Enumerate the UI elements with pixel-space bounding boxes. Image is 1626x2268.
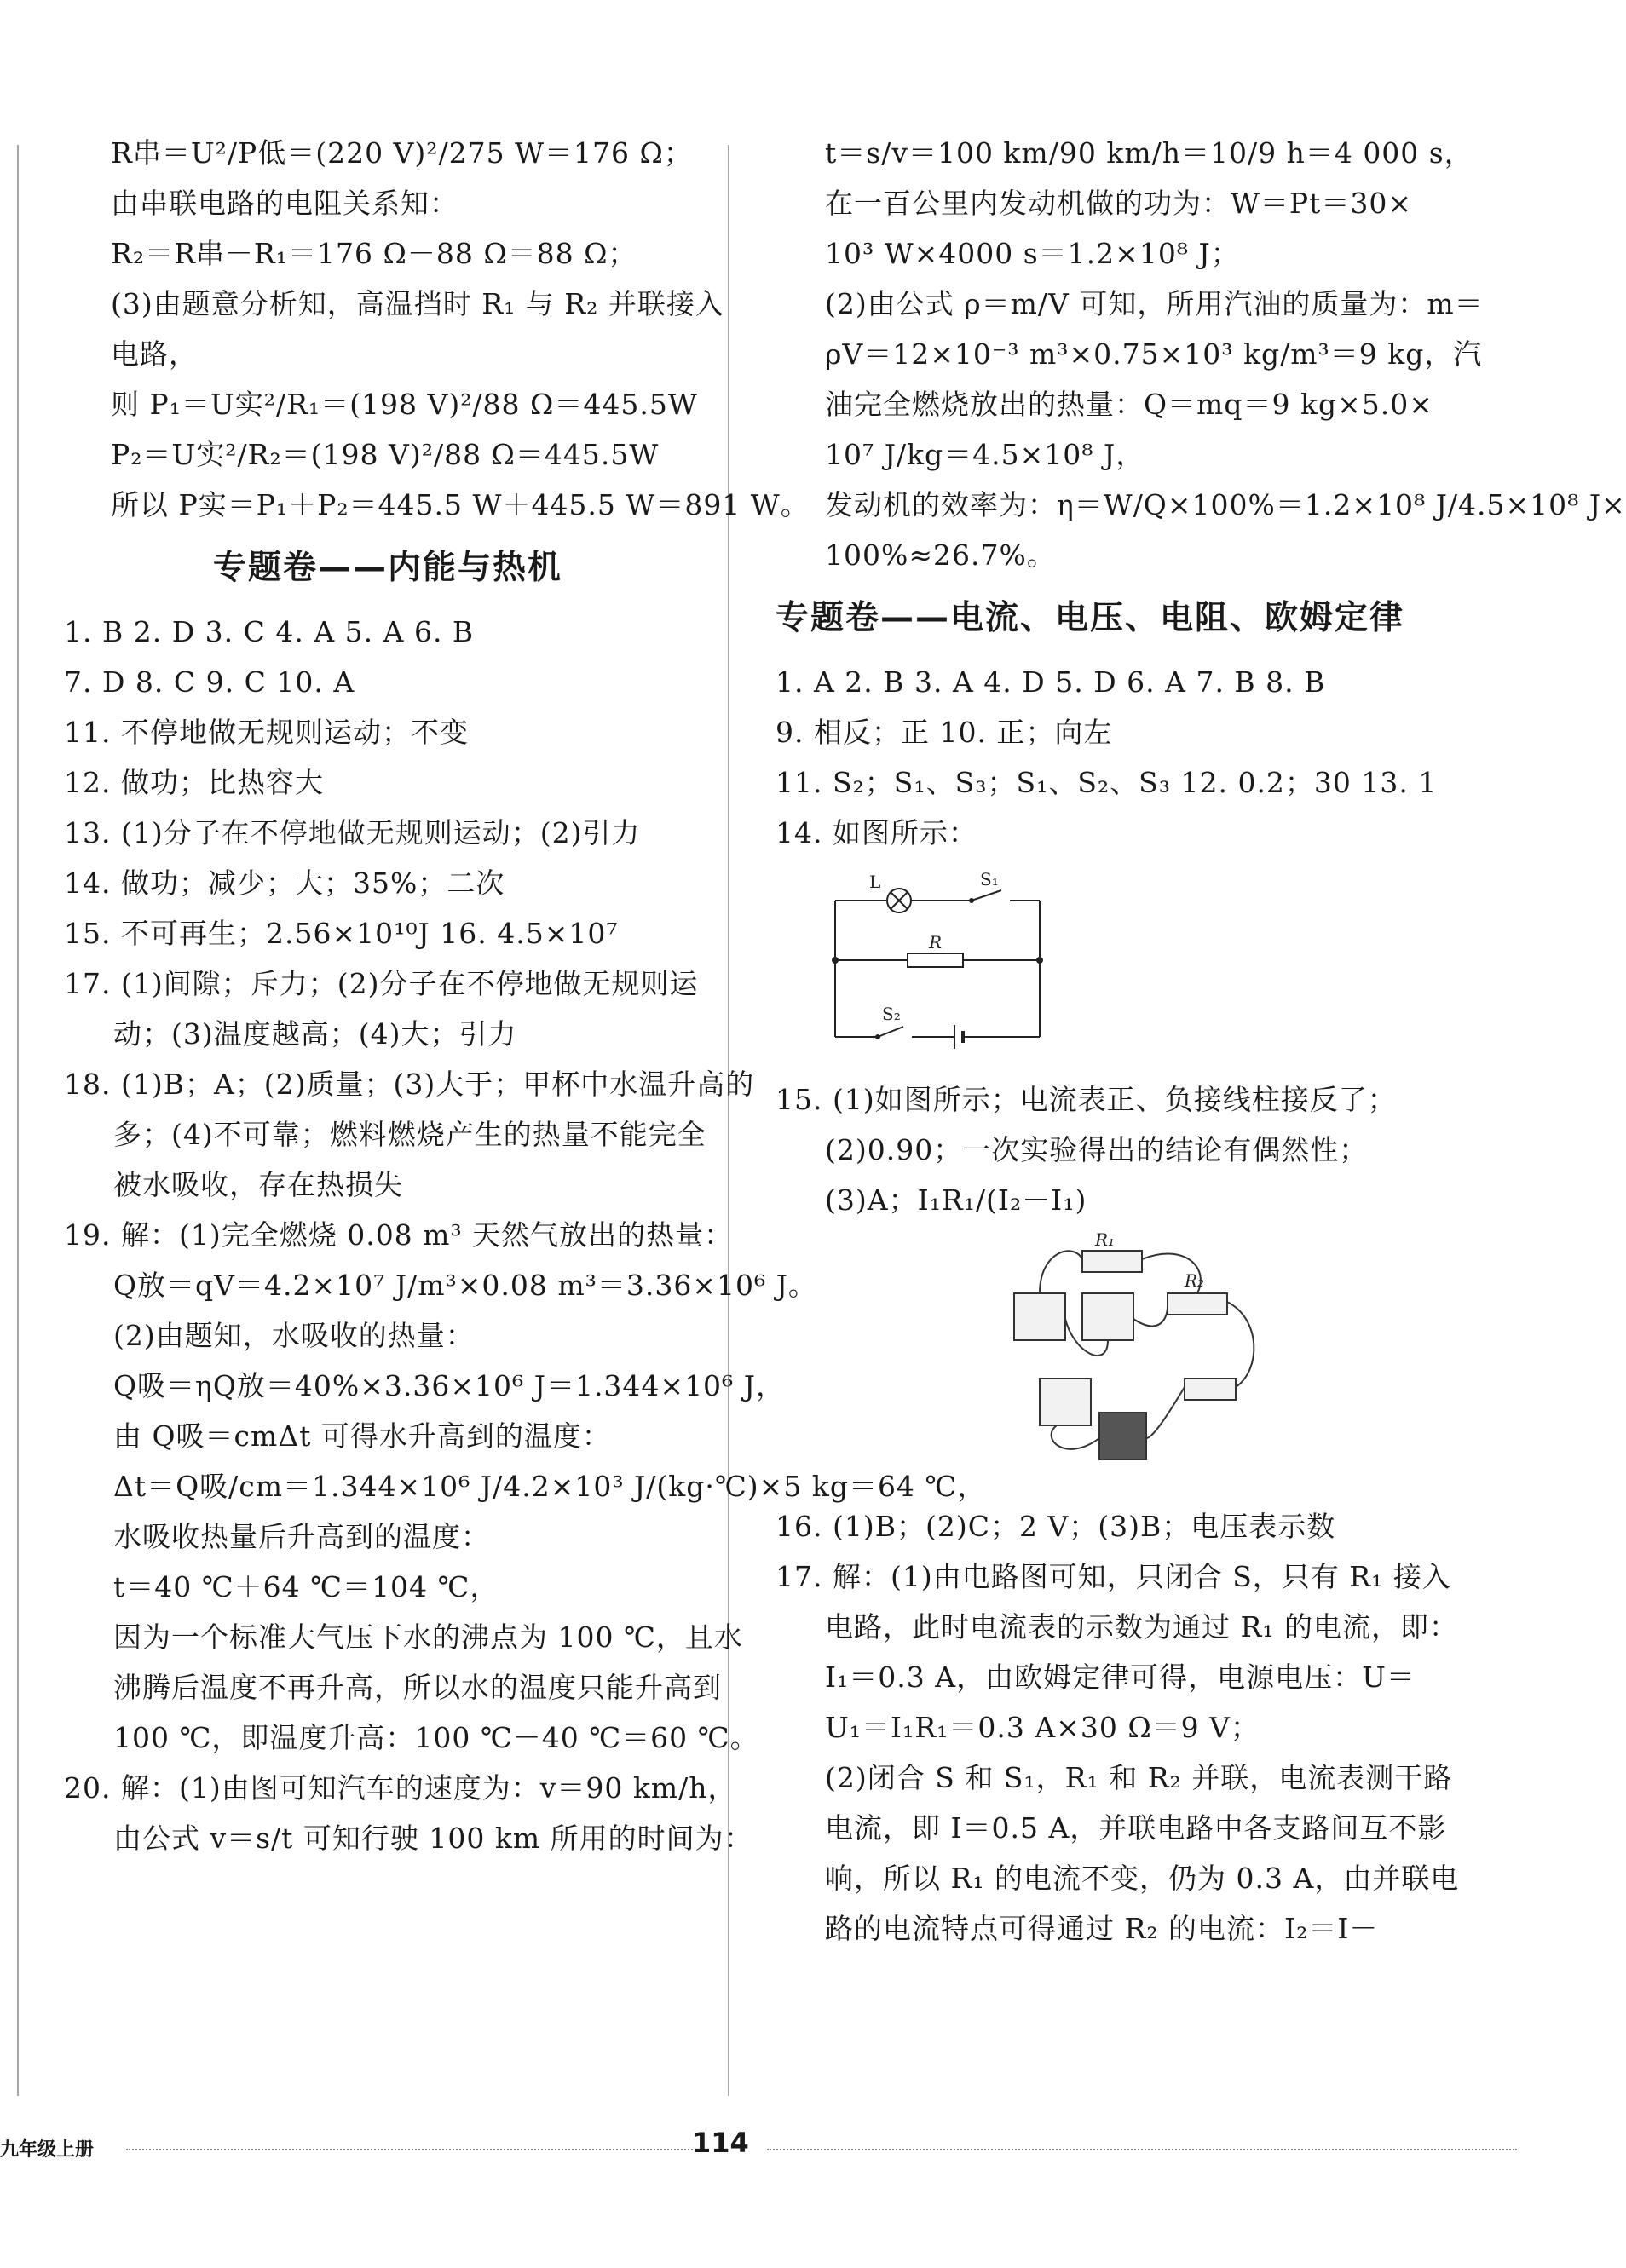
answer-line: 发动机的效率为：η＝W/Q×100%＝1.2×10⁸ J/4.5×10⁸ J×: [825, 488, 1626, 521]
answer-line: 路的电流特点可得通过 R₂ 的电流：I₂＝I－: [825, 1912, 1379, 1945]
answer-line: 被水吸收，存在热损失: [113, 1168, 403, 1201]
page-number: 114: [692, 2127, 749, 2159]
answer-line: 电路，: [111, 337, 198, 371]
answer-line: 7. D 8. C 9. C 10. A: [64, 665, 355, 699]
answer-line: U₁＝I₁R₁＝0.3 A×30 Ω＝9 V；: [825, 1711, 1260, 1744]
answer-line: 19. 解：(1)完全燃烧 0.08 m³ 天然气放出的热量：: [64, 1218, 734, 1252]
section-title-electricity: 专题卷——电流、电压、电阻、欧姆定律: [776, 599, 1405, 637]
label-r1: R₁: [1095, 1229, 1116, 1250]
answer-line: 17. (1)间隙；斥力；(2)分子在不停地做无规则运: [64, 967, 699, 1000]
answer-line: 9. 相反；正 10. 正；向左: [776, 716, 1113, 749]
answer-line: P₂＝U实²/R₂＝(198 V)²/88 Ω＝445.5W: [111, 438, 660, 471]
answer-line: 由 Q吸＝cmΔt 可得水升高到的温度：: [113, 1419, 611, 1453]
footer-divider: [767, 2149, 1517, 2150]
label-r2: R₂: [1185, 1270, 1205, 1291]
answer-line: t＝40 ℃＋64 ℃＝104 ℃，: [113, 1570, 499, 1603]
answer-line: 10³ W×4000 s＝1.2×10⁸ J；: [825, 237, 1240, 270]
answer-line: 动；(3)温度越高；(4)大；引力: [113, 1017, 517, 1051]
answer-line: (2)由题知，水吸收的热量：: [113, 1319, 475, 1352]
answer-line: 20. 解：(1)由图可知汽车的速度为：v＝90 km/h，: [64, 1771, 737, 1805]
answer-line: (2)由公式 ρ＝m/V 可知，所用汽油的质量为：m＝: [825, 287, 1484, 320]
answer-line: (3)A；I₁R₁/(I₂－I₁): [825, 1183, 1087, 1217]
answer-line: 18. (1)B；A；(2)质量；(3)大于；甲杯中水温升高的: [64, 1068, 755, 1101]
answer-line: R串＝U²/P低＝(220 V)²/275 W＝176 Ω；: [111, 136, 693, 170]
answer-line: 因为一个标准大气压下水的沸点为 100 ℃，且水: [113, 1620, 743, 1654]
answer-line: 14. 如图所示：: [776, 816, 977, 849]
answer-line: 12. 做功；比热容大: [64, 766, 324, 799]
answer-line: 17. 解：(1)由电路图可知，只闭合 S，只有 R₁ 接入: [776, 1560, 1451, 1593]
binding-marks-left: [10, 145, 26, 2096]
answer-line: I₁＝0.3 A，由欧姆定律可得，电源电压：U＝: [825, 1661, 1416, 1694]
answer-line: t＝s/v＝100 km/90 km/h＝10/9 h＝4 000 s，: [825, 136, 1473, 170]
answer-line: 1. A 2. B 3. A 4. D 5. D 6. A 7. B 8. B: [776, 665, 1326, 699]
answer-line: 则 P₁＝U实²/R₁＝(198 V)²/88 Ω＝445.5W: [111, 388, 698, 421]
answer-line: 10⁷ J/kg＝4.5×10⁸ J，: [825, 438, 1145, 471]
answer-line: Q吸＝ηQ放＝40%×3.36×10⁶ J＝1.344×10⁶ J，: [113, 1369, 786, 1402]
page-footer: [0, 2127, 1541, 2169]
answer-line: 由串联电路的电阻关系知：: [111, 187, 458, 220]
answer-line: 水吸收热量后升高到的温度：: [113, 1520, 490, 1553]
answer-line: 13. (1)分子在不停地做无规则运动；(2)引力: [64, 816, 641, 849]
answer-line: 电路，此时电流表的示数为通过 R₁ 的电流，即：: [825, 1610, 1459, 1643]
answer-line: (3)由题意分析知，高温挡时 R₁ 与 R₂ 并联接入: [111, 287, 724, 320]
circuit-apparatus-illustration: [989, 1229, 1278, 1481]
answer-line: 16. (1)B；(2)C；2 V；(3)B；电压表示数: [776, 1510, 1336, 1543]
answer-line: Q放＝qV＝4.2×10⁷ J/m³×0.08 m³＝3.36×10⁶ J。: [113, 1269, 817, 1302]
answer-line: 在一百公里内发动机做的功为：W＝Pt＝30×: [825, 187, 1413, 220]
answer-line: 11. S₂；S₁、S₃；S₁、S₂、S₃ 12. 0.2；30 13. 1: [776, 766, 1438, 799]
answer-line: 多；(4)不可靠；燃料燃烧产生的热量不能完全: [113, 1118, 706, 1151]
answer-line: 15. (1)如图所示；电流表正、负接线柱接反了；: [776, 1083, 1397, 1116]
answer-line: Δt＝Q吸/cm＝1.344×10⁶ J/4.2×10³ J/(kg·℃)×5 kg＝64 ℃，: [113, 1470, 987, 1503]
answer-line: 电流，即 I＝0.5 A，并联电路中各支路间互不影: [825, 1811, 1447, 1845]
answer-line: 沸腾后温度不再升高，所以水的温度只能升高到: [113, 1671, 722, 1704]
right-column: [776, 128, 1626, 1954]
answer-line: (2)0.90；一次实验得出的结论有偶然性；: [825, 1133, 1369, 1166]
circuit-diagram: [827, 866, 1048, 1054]
answer-line: 所以 P实＝P₁＋P₂＝445.5 W＋445.5 W＝891 W。: [111, 488, 810, 521]
answer-line: 油完全燃烧放出的热量：Q＝mq＝9 kg×5.0×: [825, 388, 1433, 421]
grade-label: 九年级上册: [0, 2139, 95, 2161]
section-title-heat: 专题卷——内能与热机: [212, 549, 562, 587]
label-lamp: L: [869, 872, 881, 892]
answer-line: R₂＝R串－R₁＝176 Ω－88 Ω＝88 Ω；: [111, 237, 637, 270]
label-switch-2: S₂: [882, 1004, 901, 1024]
answer-line: 100 ℃，即温度升高：100 ℃－40 ℃＝60 ℃。: [113, 1721, 759, 1754]
answer-line: 响，所以 R₁ 的电流不变，仍为 0.3 A，由并联电: [825, 1862, 1460, 1895]
label-resistor: R: [929, 932, 943, 953]
label-switch-1: S₁: [980, 869, 999, 889]
answer-line: 11. 不停地做无规则运动；不变: [64, 716, 469, 749]
answer-line: ρV＝12×10⁻³ m³×0.75×10³ kg/m³＝9 kg，汽: [825, 337, 1483, 371]
answer-line: 15. 不可再生；2.56×10¹⁰J 16. 4.5×10⁷: [64, 917, 619, 950]
answer-line: 100%≈26.7%。: [825, 538, 1056, 572]
footer-divider: [126, 2149, 693, 2150]
answer-line: 由公式 v＝s/t 可知行驶 100 km 所用的时间为：: [113, 1822, 753, 1855]
answer-line: 14. 做功；减少；大；35%；二次: [64, 866, 505, 900]
answer-line: 1. B 2. D 3. C 4. A 5. A 6. B: [64, 615, 475, 648]
answer-line: (2)闭合 S 和 S₁，R₁ 和 R₂ 并联，电流表测干路: [825, 1761, 1453, 1794]
